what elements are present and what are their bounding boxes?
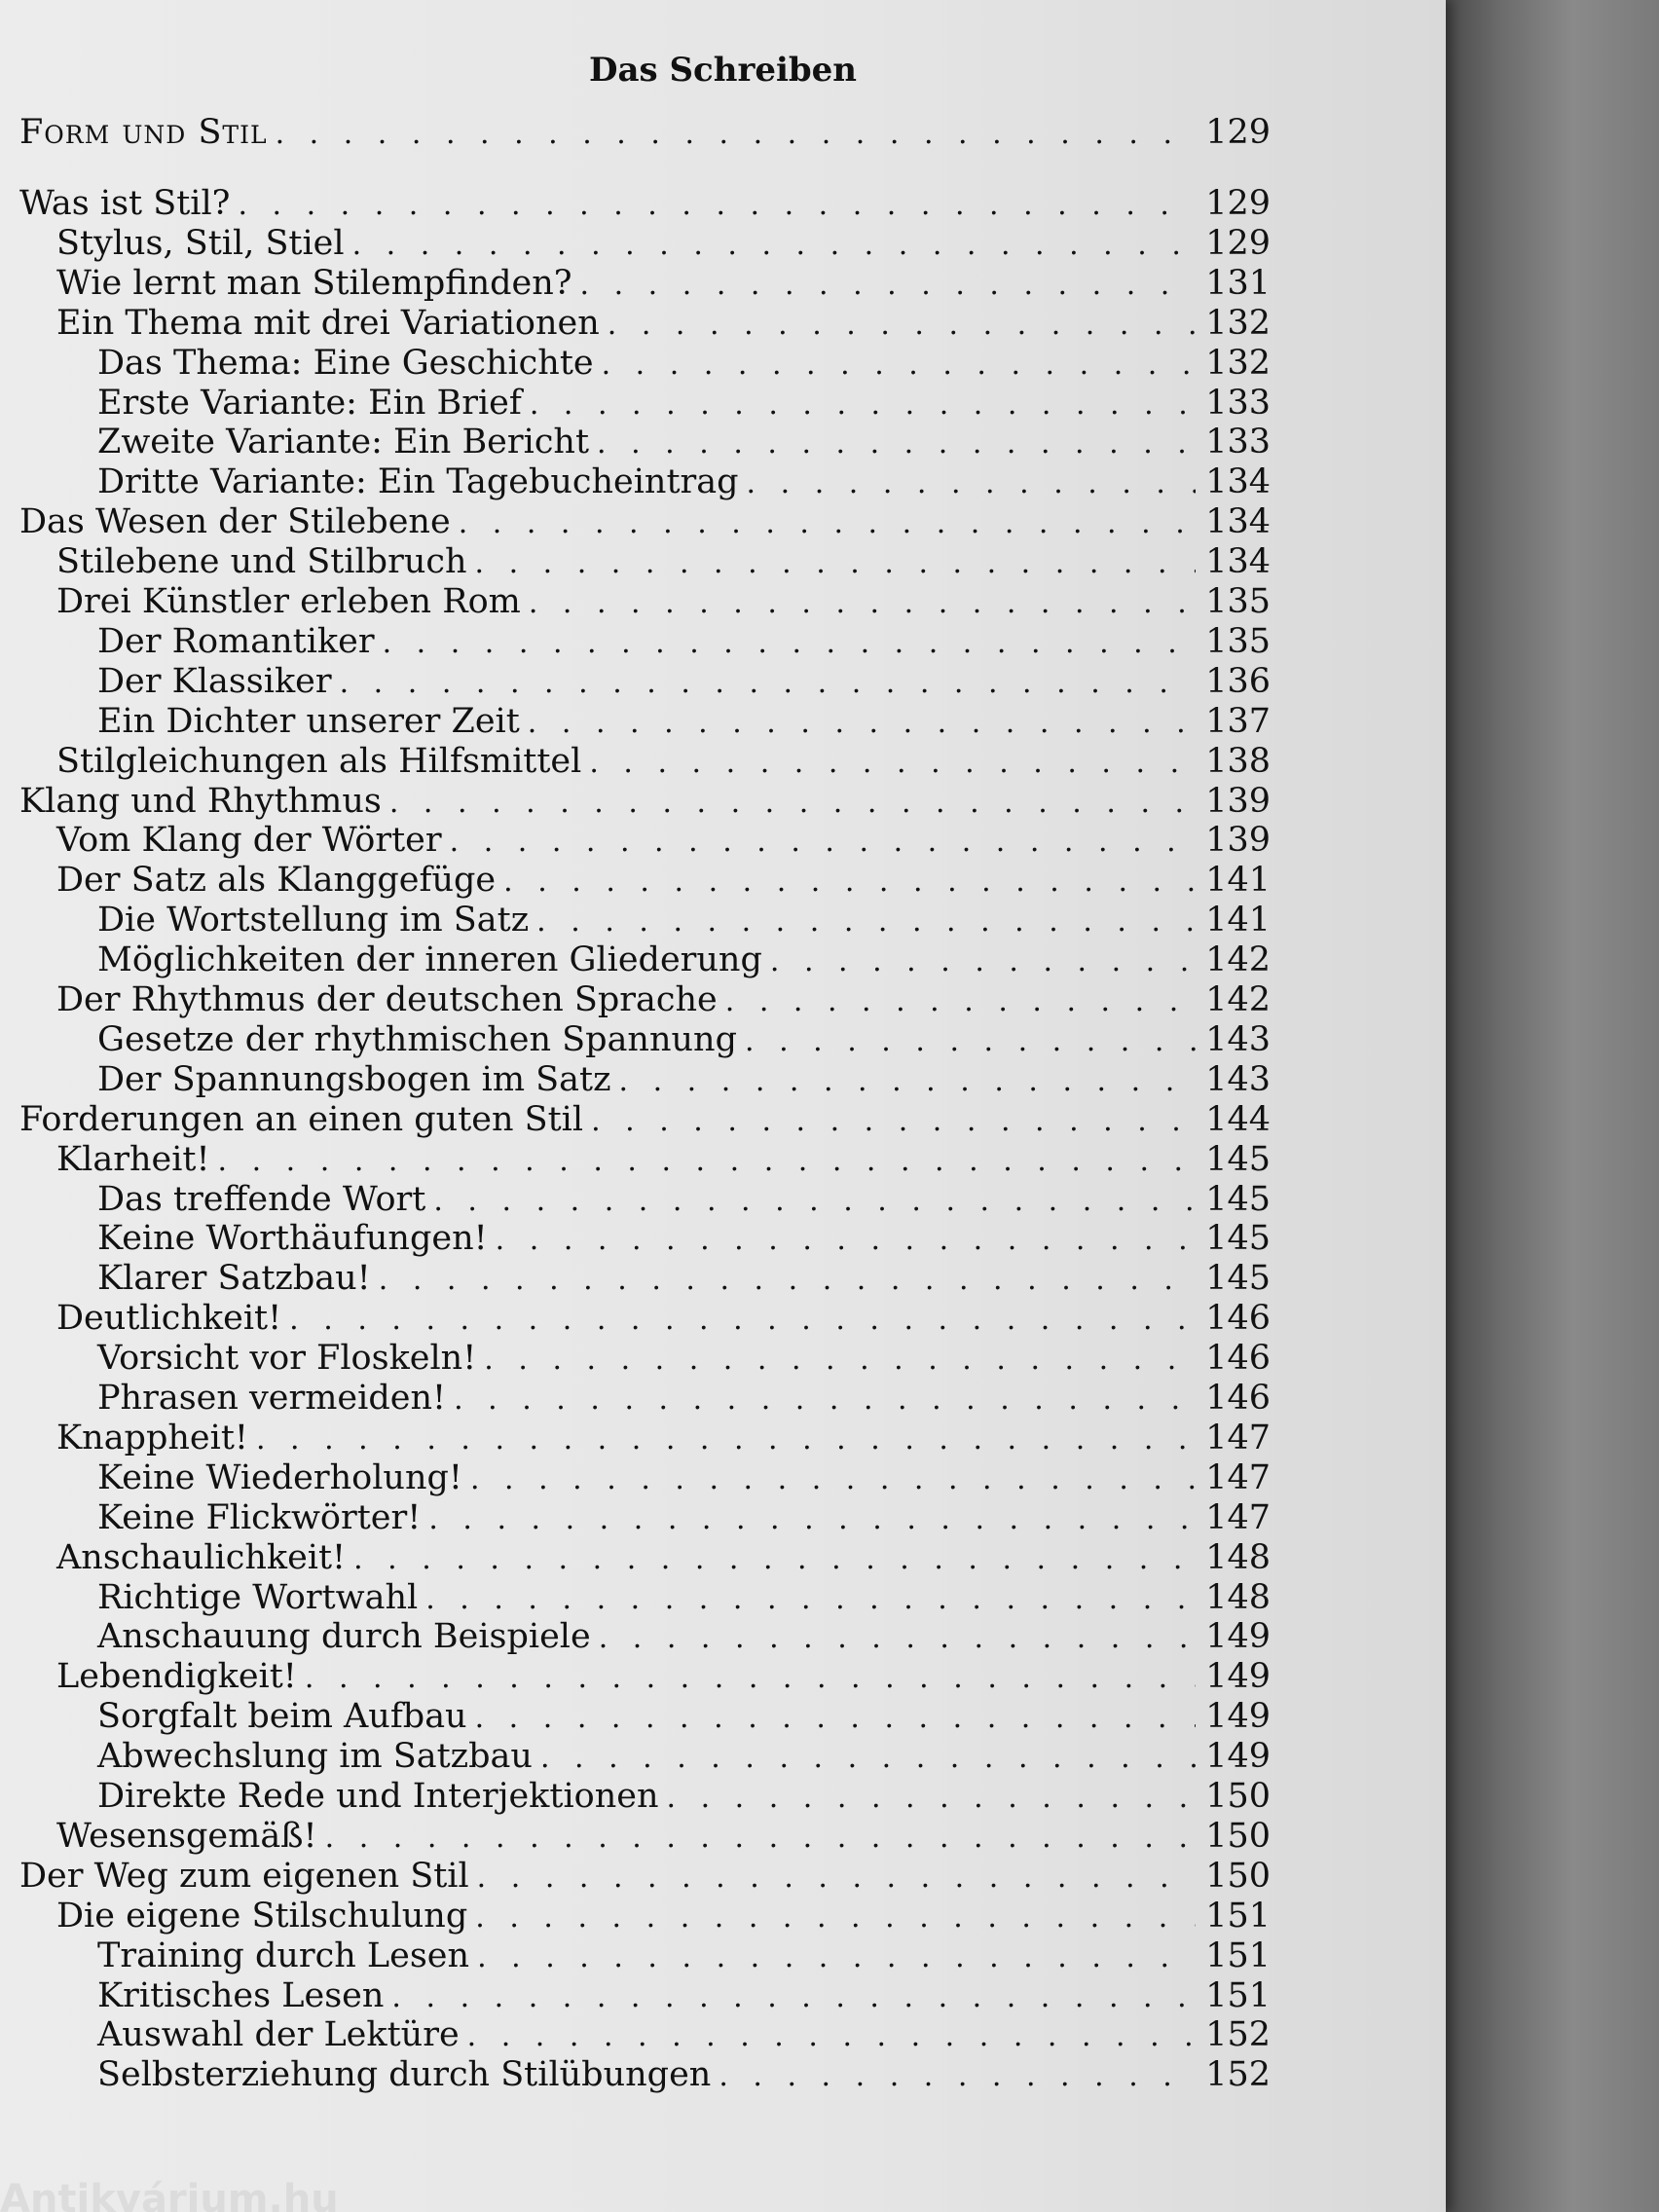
toc-entry-page: 129 [1205,184,1271,223]
toc-entry-page: 146 [1205,1379,1271,1418]
toc-entry-page: 134 [1205,462,1271,502]
toc-entry-page: 142 [1205,980,1271,1019]
toc-entry [56,980,1271,1019]
toc-entry [19,502,1271,541]
toc-entry-page: 133 [1205,383,1271,423]
toc-entry [97,1180,1271,1219]
toc-entry-page: 150 [1205,1856,1271,1896]
toc-entry [97,1219,1271,1258]
toc-leader-dots [383,624,1197,663]
toc-entry-title: Stilebene und Stilbruch [56,542,467,582]
toc-leader-dots [540,1739,1196,1778]
toc-leader-dots [450,823,1197,862]
toc-entry [56,542,1271,581]
toc-entry [97,462,1271,501]
toc-entry-title: Abwechslung im Satzbau [97,1737,533,1777]
toc-entry-page: 133 [1205,423,1271,462]
toc-leader-dots [745,1022,1196,1061]
toc-entry-page: 139 [1205,781,1271,821]
toc-leader-dots [580,266,1197,305]
toc-leader-dots [305,1659,1196,1698]
toc-entry-page: 132 [1205,343,1271,383]
adjacent-page-shadow [1446,0,1659,2212]
toc-entry-page: 149 [1205,1657,1271,1697]
toc-entry [97,622,1271,661]
toc-entry-title: Wesensgemäß! [56,1816,317,1856]
toc-entry-page: 147 [1205,1497,1271,1537]
toc-entry-title: Klarheit! [56,1139,210,1179]
toc-entry-title: Stilgleichungen als Hilfsmittel [56,741,582,781]
toc-entry-page: 134 [1205,502,1271,542]
toc-entry-title: Stylus, Stil, Stiel [56,223,345,263]
toc-entry-title: Zweite Variante: Ein Bericht [97,423,590,462]
toc-entry-title: Lebendigkeit! [56,1657,297,1697]
toc-entry-page: 151 [1205,1896,1271,1936]
toc-entry [56,861,1271,900]
toc-entry [56,1897,1271,1936]
toc-entry-page: 147 [1205,1457,1271,1497]
toc-entry-title: Richtige Wortwahl [97,1577,419,1617]
toc-leader-dots [770,942,1196,981]
toc-entry-title: Der Romantiker [97,621,375,661]
toc-entry [97,423,1271,461]
toc-entry [97,1379,1271,1418]
toc-entry-page: 143 [1205,1059,1271,1099]
toc-entry-page: 148 [1205,1577,1271,1617]
toc-leader-dots [475,544,1197,583]
toc-entry [19,1857,1271,1896]
toc-leader-dots [428,1500,1196,1539]
toc-leader-dots [391,1978,1196,2017]
toc-leader-dots [496,1221,1197,1260]
toc-leader-dots [325,1819,1197,1858]
toc-entry-title: Drei Künstler erleben Rom [56,582,521,621]
toc-entry [56,264,1271,303]
toc-entry-page: 141 [1205,901,1271,940]
toc-leader-dots [425,1580,1196,1619]
toc-entry-title: Knappheit! [56,1418,248,1457]
toc-entry-page: 151 [1205,1975,1271,2015]
toc-entry [56,1657,1271,1696]
toc-entry-title: Ein Dichter unserer Zeit [97,701,520,741]
toc-entry [97,1060,1271,1099]
toc-entry-title: Ein Thema mit drei Variationen [56,303,600,343]
toc-entry-page: 141 [1205,861,1271,901]
toc-leader-dots [530,386,1196,424]
toc-leader-dots [725,982,1196,1021]
toc-entry [56,1817,1271,1856]
toc-entry-page: 149 [1205,1737,1271,1777]
toc-entry-title: Keine Worthäufungen! [97,1219,488,1259]
toc-entry [97,940,1271,979]
toc-leader-dots [589,744,1196,783]
toc-entry [19,782,1271,821]
toc-entry-title: Keine Flickwörter! [97,1497,422,1537]
toc-leader-dots [599,1619,1196,1658]
toc-entry-title: Training durch Lesen [97,1936,470,1975]
toc-entry-page: 143 [1205,1019,1271,1059]
toc-entry [97,1458,1271,1497]
toc-entry [56,1419,1271,1457]
toc-entry-page: 150 [1205,1777,1271,1816]
toc-leader-dots [667,1779,1197,1818]
toc-leader-dots [484,1341,1196,1380]
toc-entry [56,1140,1271,1179]
toc-leader-dots [379,1261,1196,1300]
toc-entry-title: Das Wesen der Stilebene [19,502,451,542]
toc-leader-dots [477,1859,1197,1898]
toc-entry-page: 145 [1205,1139,1271,1179]
toc-entry-title: Form und Stil [19,113,268,152]
watermark: Antikvárium.hu [0,2177,339,2212]
toc-entry-title: Vorsicht vor Floskeln! [97,1339,477,1379]
toc-leader-dots [477,1938,1196,1977]
toc-entry-page: 129 [1205,113,1271,152]
toc-entry-title: Klarer Satzbau! [97,1259,371,1299]
toc-entry [56,1299,1271,1338]
toc-leader-dots [256,1420,1196,1459]
toc-entry-title: Sorgfalt beim Aufbau [97,1697,467,1737]
toc-entry-title: Keine Wiederholung! [97,1457,462,1497]
toc-entry [97,2015,1271,2054]
toc-entry-title: Das Thema: Eine Geschichte [97,343,594,383]
toc-leader-dots [591,1102,1196,1141]
toc-entry [97,1936,1271,1975]
toc-entry-page: 145 [1205,1179,1271,1219]
toc-entry-title: Der Spannungsbogen im Satz [97,1059,611,1099]
toc-entry [97,901,1271,940]
toc-entry-page: 139 [1205,821,1271,861]
toc-entry [56,224,1271,263]
toc-leader-dots [608,306,1196,345]
toc-entry-page: 151 [1205,1936,1271,1975]
toc-entry-page: 150 [1205,1816,1271,1856]
toc-entry [97,1737,1271,1776]
page-title: Das Schreiben [588,51,858,90]
toc-entry-title: Erste Variante: Ein Brief [97,383,522,423]
toc-entry-page: 129 [1205,223,1271,263]
toc-leader-dots [340,664,1197,703]
toc-entry-title: Die eigene Stilschulung [56,1896,468,1936]
toc-leader-dots [352,226,1197,265]
toc-leader-dots [619,1062,1197,1101]
toc-entry-page: 148 [1205,1537,1271,1577]
toc-leader-dots [218,1142,1197,1181]
toc-entry-page: 145 [1205,1219,1271,1259]
toc-leader-dots [459,504,1197,543]
toc-leader-dots [529,584,1196,623]
toc-leader-dots [433,1182,1196,1221]
toc-leader-dots [597,424,1196,463]
toc-entry [97,1777,1271,1816]
toc-leader-dots [475,1899,1196,1937]
toc-entry-title: Vom Klang der Wörter [56,821,442,861]
toc-entry [97,1976,1271,2015]
toc-entry-title: Direkte Rede und Interjektionen [97,1777,659,1816]
toc-entry-title: Kritisches Lesen [97,1975,385,2015]
toc-entry [56,582,1271,621]
toc-entry [56,821,1271,860]
toc-entry-title: Möglichkeiten der inneren Gliederung [97,940,762,980]
toc-leader-dots [747,464,1197,503]
toc-entry [97,1697,1271,1736]
toc-entry-title: Das treffende Wort [97,1179,426,1219]
toc-entry-page: 138 [1205,741,1271,781]
toc-entry-page: 152 [1205,2055,1271,2095]
toc-leader-dots [389,784,1196,823]
toc-entry-title: Gesetze der rhythmischen Spannung [97,1019,738,1059]
toc-entry [97,1578,1271,1617]
toc-entry [97,1020,1271,1059]
toc-entry-title: Forderungen an einen guten Stil [19,1099,584,1139]
toc-entry [19,113,1271,152]
toc-entry [97,1259,1271,1298]
toc-entry [97,2055,1271,2094]
toc-entry [56,1538,1271,1577]
toc-leader-dots [719,2057,1196,2096]
toc-leader-dots [470,1460,1196,1499]
toc-entry-page: 136 [1205,661,1271,701]
toc-entry-title: Auswahl der Lektüre [97,2015,460,2055]
toc-leader-dots [276,115,1197,154]
toc-leader-dots [353,1540,1196,1579]
toc-entry-title: Der Klassiker [97,661,332,701]
toc-entry-page: 149 [1205,1617,1271,1657]
toc-entry-title: Anschaulichkeit! [56,1537,347,1577]
toc-entry [97,384,1271,423]
toc-leader-dots [475,1699,1197,1738]
toc-entry-title: Selbsterziehung durch Stilübungen [97,2055,712,2095]
toc-entry-page: 149 [1205,1697,1271,1737]
toc-entry-page: 132 [1205,303,1271,343]
toc-entry [97,702,1271,741]
toc-entry-page: 131 [1205,263,1271,303]
toc-leader-dots [536,903,1196,941]
toc-entry-page: 146 [1205,1299,1271,1339]
toc-entry-title: Der Rhythmus der deutschen Sprache [56,980,718,1019]
toc-entry-title: Anschauung durch Beispiele [97,1617,591,1657]
toc-leader-dots [528,704,1196,743]
toc-entry-page: 135 [1205,621,1271,661]
toc-entry [97,1617,1271,1656]
toc-entry [56,304,1271,343]
toc-leader-dots [289,1301,1196,1340]
toc-entry [56,742,1271,781]
toc-entry [97,1498,1271,1537]
toc-entry-title: Der Satz als Klanggefüge [56,861,497,901]
toc-entry-title: Klang und Rhythmus [19,781,382,821]
toc-entry-page: 145 [1205,1259,1271,1299]
toc-entry-title: Was ist Stil? [19,184,231,223]
toc-entry [97,1339,1271,1378]
toc-leader-dots [503,863,1196,902]
toc-entry-page: 147 [1205,1418,1271,1457]
toc-entry [19,1100,1271,1139]
toc-entry-title: Die Wortstellung im Satz [97,901,530,940]
toc-entry-page: 135 [1205,582,1271,621]
toc-entry-title: Phrasen vermeiden! [97,1379,447,1418]
toc-entry-page: 152 [1205,2015,1271,2055]
toc-entry [97,662,1271,701]
toc-entry-title: Der Weg zum eigenen Stil [19,1856,469,1896]
toc-entry-page: 142 [1205,940,1271,980]
toc-entry [19,184,1271,223]
toc-entry [97,344,1271,383]
toc-entry-title: Dritte Variante: Ein Tagebucheintrag [97,462,739,502]
toc-entry-page: 144 [1205,1099,1271,1139]
toc-leader-dots [467,2017,1197,2056]
toc-entry-page: 137 [1205,701,1271,741]
toc-leader-dots [238,186,1196,225]
toc-entry-title: Deutlichkeit! [56,1299,282,1339]
toc-entry-page: 134 [1205,542,1271,582]
toc-leader-dots [454,1381,1196,1419]
toc-entry-title: Wie lernt man Stilempfinden? [56,263,572,303]
toc-leader-dots [602,346,1197,385]
toc-entry-page: 146 [1205,1339,1271,1379]
